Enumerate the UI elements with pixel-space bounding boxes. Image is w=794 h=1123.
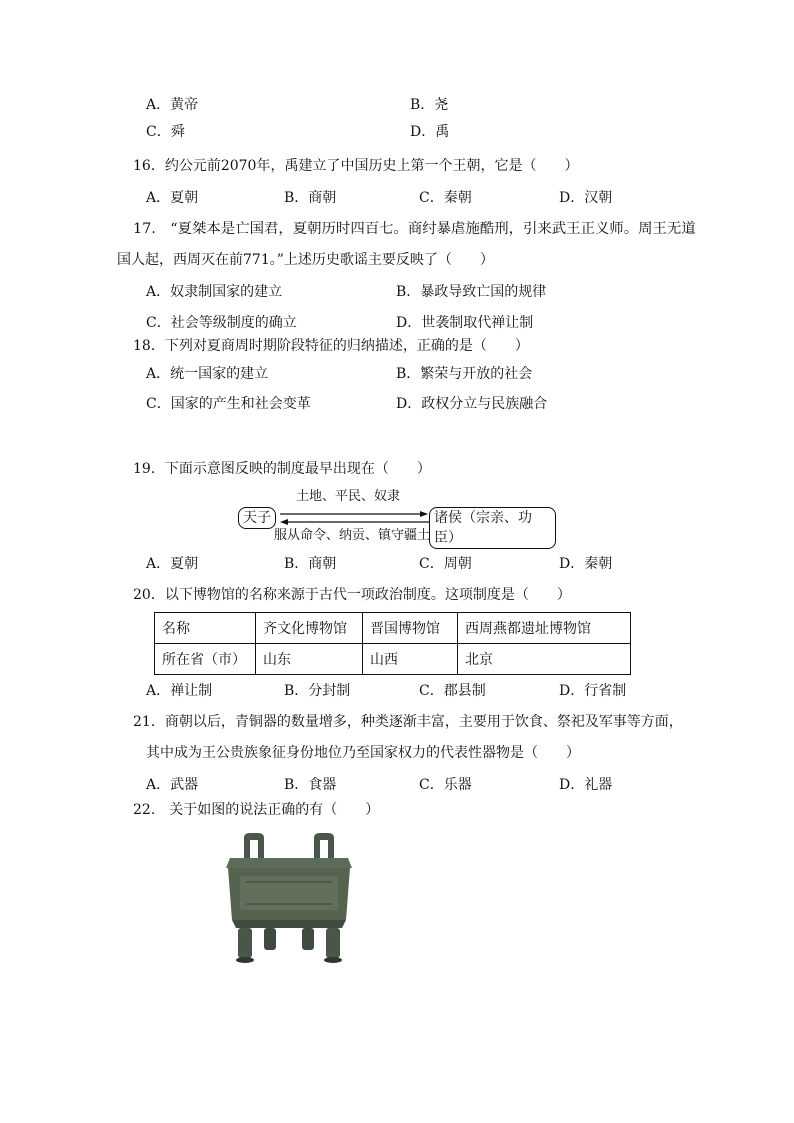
q17-option-b[interactable]: B．暴政导致亡国的规律 (396, 284, 547, 300)
q15-option-b[interactable]: B．尧 (410, 97, 449, 113)
q17-stem-line1: 17. “夏桀本是亡国君，夏朝历时四百七。商纣暴虐施酷刑，引来武王正义师。周王无道 (133, 221, 696, 237)
ding-rim (226, 858, 352, 868)
q19-stem: 19．下面示意图反映的制度最早出现在（ ） (133, 461, 431, 477)
q18-option-c[interactable]: C．国家的产生和社会变革 (146, 396, 311, 412)
q17-option-d[interactable]: D．世袭制取代禅让制 (396, 315, 534, 331)
diagram-left-box: 天子 (238, 507, 276, 529)
table-cell: 所在省（市） (155, 644, 256, 675)
q18-stem: 18．下列对夏商周时期阶段特征的归纳描述，正确的是（ ） (133, 338, 529, 354)
leg-foot (324, 957, 342, 963)
diagram-bottom-label: 服从命令、纳贡、镇守疆土 (274, 528, 431, 543)
table-row (155, 644, 631, 675)
q20-option-c[interactable]: C．郡县制 (419, 683, 486, 699)
q16-option-d[interactable]: D．汉朝 (559, 190, 613, 206)
q20-option-a[interactable]: A．禅让制 (146, 683, 213, 699)
q18-option-b[interactable]: B．繁荣与开放的社会 (396, 366, 533, 382)
q19-option-c[interactable]: C．周朝 (419, 556, 472, 572)
left-arrow-head (280, 519, 288, 525)
right-arrow-head (420, 511, 428, 517)
q19-option-d[interactable]: D．秦朝 (559, 556, 613, 572)
diagram-top-label: 土地、平民、奴隶 (296, 489, 401, 504)
q17-option-a[interactable]: A．奴隶制国家的建立 (146, 284, 283, 300)
ding-leg (238, 928, 252, 958)
q21-stem-line1: 21．商朝以后，青铜器的数量增多，种类逐渐丰富，主要用于饮食、祭祀及军事等方面， (133, 714, 683, 730)
q21-option-c[interactable]: C．乐器 (419, 777, 472, 793)
q16-option-a[interactable]: A．夏朝 (146, 190, 199, 206)
fenfeng-diagram (236, 488, 556, 544)
q19-option-b[interactable]: B．商朝 (284, 556, 337, 572)
ding-leg (326, 928, 340, 958)
ding-base (232, 920, 346, 928)
left-handle (244, 833, 264, 858)
right-handle (314, 833, 334, 858)
q22-stem: 22. 关于如图的说法正确的有（ ） (133, 802, 380, 818)
q16-stem: 16．约公元前2070年，禹建立了中国历史上第一个王朝，它是（ ） (133, 158, 579, 174)
diagram-right-box: 诸侯（宗亲、功臣） (429, 507, 556, 549)
table-cell: 山西 (363, 644, 458, 675)
q18-option-d[interactable]: D．政权分立与民族融合 (396, 396, 548, 412)
q15-option-c[interactable]: C．舜 (146, 124, 185, 140)
q17-option-c[interactable]: C．社会等级制度的确立 (146, 315, 297, 331)
ding-leg (264, 928, 276, 950)
table-cell: 山东 (256, 644, 363, 675)
q16-option-b[interactable]: B．商朝 (284, 190, 337, 206)
q21-option-a[interactable]: A．武器 (146, 777, 199, 793)
table-cell: 名称 (155, 613, 256, 644)
q21-option-d[interactable]: D．礼器 (559, 777, 613, 793)
q15-option-a[interactable]: A．黄帝 (146, 97, 199, 113)
table-row (155, 613, 631, 644)
q18-option-a[interactable]: A．统一国家的建立 (146, 366, 269, 382)
q17-stem-line2: 国人起，西周灭在前771。”上述历史歌谣主要反映了（ ） (117, 252, 494, 268)
table-cell: 西周燕都遗址博物馆 (458, 613, 631, 644)
q20-stem: 20．以下博物馆的名称来源于古代一项政治制度。这项制度是（ ） (133, 587, 571, 603)
q15-option-d[interactable]: D．禹 (410, 124, 450, 140)
museum-table (154, 612, 631, 675)
table-cell: 北京 (458, 644, 631, 675)
q21-stem-line2: 其中成为王公贵族象征身份地位乃至国家权力的代表性器物是（ ） (146, 745, 580, 761)
diagram-arrows (280, 510, 430, 526)
table-cell: 晋国博物馆 (363, 613, 458, 644)
q16-option-c[interactable]: C．秦朝 (419, 190, 472, 206)
q20-option-b[interactable]: B．分封制 (284, 683, 351, 699)
bronze-ding-image (222, 828, 356, 966)
table-cell: 齐文化博物馆 (256, 613, 363, 644)
leg-foot (236, 957, 254, 963)
q21-option-b[interactable]: B．食器 (284, 777, 337, 793)
q19-option-a[interactable]: A．夏朝 (146, 556, 199, 572)
q20-option-d[interactable]: D．行省制 (559, 683, 627, 699)
ding-leg (302, 928, 314, 950)
